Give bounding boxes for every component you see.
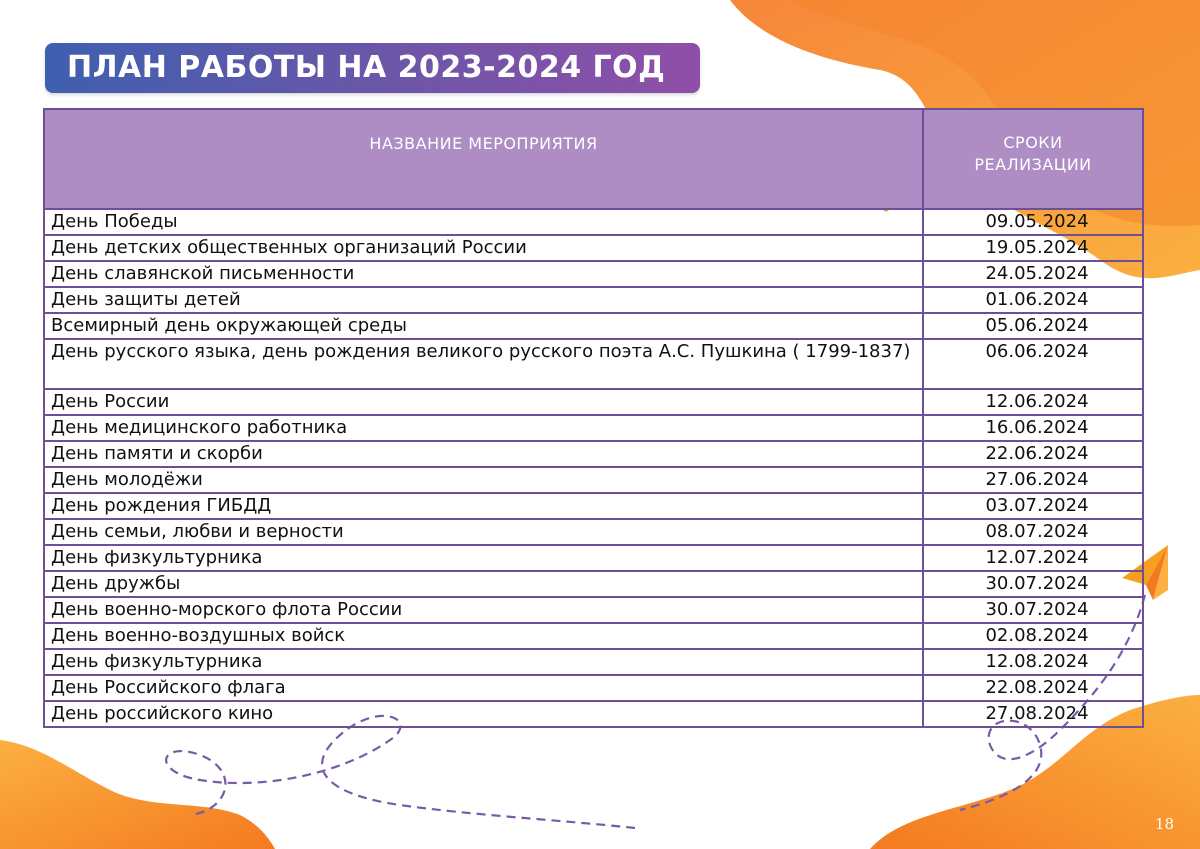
orange-blob-bottom-left [0,740,275,849]
event-date: 30.07.2024 [923,571,1143,597]
table-row [44,467,1143,493]
table-row [44,649,1143,675]
header-event-name: НАЗВАНИЕ МЕРОПРИЯТИЯ [44,109,923,209]
event-date: 27.06.2024 [923,467,1143,493]
event-date: 12.08.2024 [923,649,1143,675]
table-row [44,545,1143,571]
table-row [44,389,1143,415]
event-date: 24.05.2024 [923,261,1143,287]
event-date: 01.06.2024 [923,287,1143,313]
event-name: День российского кино [44,701,923,727]
event-date: 02.08.2024 [923,623,1143,649]
table-row [44,701,1143,727]
table-row [44,493,1143,519]
table-row [44,441,1143,467]
event-name: День медицинского работника [44,415,923,441]
event-date: 22.08.2024 [923,675,1143,701]
table-row [44,571,1143,597]
event-name: День рождения ГИБДД [44,493,923,519]
event-date: 27.08.2024 [923,701,1143,727]
event-date: 19.05.2024 [923,235,1143,261]
table-row [44,415,1143,441]
table-header-row [44,109,1143,209]
table-row [44,623,1143,649]
page-title: ПЛАН РАБОТЫ НА 2023-2024 ГОД [67,50,666,85]
event-name: День защиты детей [44,287,923,313]
header-dates [923,109,1143,209]
event-name: День памяти и скорби [44,441,923,467]
event-date: 06.06.2024 [923,339,1143,389]
event-name: День дружбы [44,571,923,597]
event-date: 16.06.2024 [923,415,1143,441]
event-name: День военно-морского флота России [44,597,923,623]
event-date: 12.07.2024 [923,545,1143,571]
table-row [44,287,1143,313]
header-dates-line1: СРОКИ [1003,133,1063,152]
event-name: День детских общественных организаций России [44,235,923,261]
event-name: День славянской письменности [44,261,923,287]
event-name: День русского языка, день рождения великого русского поэта А.С. Пушкина ( 1799-1837) [44,339,923,389]
table-row [44,235,1143,261]
event-name: День военно-воздушных войск [44,623,923,649]
event-date: 05.06.2024 [923,313,1143,339]
title-banner [45,43,700,93]
event-name: День Победы [44,209,923,235]
event-date: 09.05.2024 [923,209,1143,235]
table-row [44,675,1143,701]
event-date: 12.06.2024 [923,389,1143,415]
event-name: Всемирный день окружающей среды [44,313,923,339]
table-row [44,519,1143,545]
event-date: 30.07.2024 [923,597,1143,623]
event-name: День физкультурника [44,545,923,571]
table-row [44,313,1143,339]
event-name: День молодёжи [44,467,923,493]
plan-table [43,108,1144,728]
event-date: 03.07.2024 [923,493,1143,519]
event-date: 08.07.2024 [923,519,1143,545]
event-name: День физкультурника [44,649,923,675]
event-name: День семьи, любви и верности [44,519,923,545]
header-dates-line2: РЕАЛИЗАЦИИ [974,155,1092,174]
table-row [44,261,1143,287]
table-row [44,339,1143,389]
dashed-loop-bottom-left [166,716,635,828]
event-name: День Российского флага [44,675,923,701]
table-row [44,597,1143,623]
page-number: 18 [1155,815,1175,833]
event-name: День России [44,389,923,415]
event-date: 22.06.2024 [923,441,1143,467]
table-row [44,209,1143,235]
